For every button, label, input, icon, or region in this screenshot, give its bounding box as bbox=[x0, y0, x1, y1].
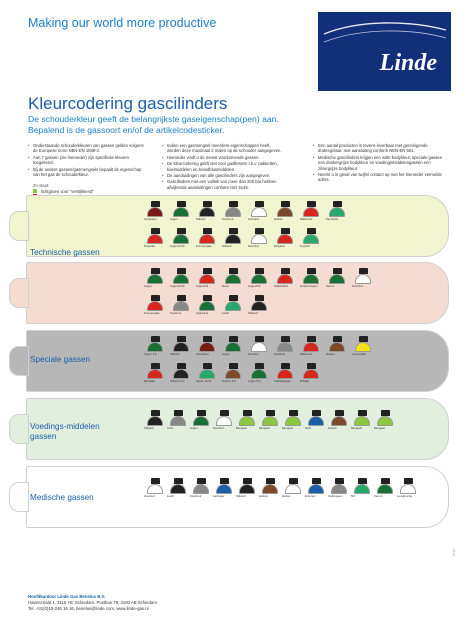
cylinder-label: Waterstof bbox=[300, 353, 313, 356]
gas-cylinder[interactable] bbox=[213, 478, 235, 498]
cylinder-label: Krypton bbox=[300, 245, 310, 248]
gas-cylinder[interactable] bbox=[144, 295, 166, 315]
gas-cylinder[interactable] bbox=[259, 410, 281, 430]
cylinder-shoulder bbox=[355, 342, 371, 352]
cylinder-label: Lucht bbox=[222, 312, 230, 315]
gas-cylinder[interactable] bbox=[196, 201, 218, 221]
cylinder-shoulder bbox=[147, 484, 163, 494]
col2-item: • Hieronder vindt u de meest voorkomende gassen. bbox=[162, 155, 282, 160]
cylinder-shoulder bbox=[170, 484, 186, 494]
cylinder-shoulder bbox=[251, 274, 267, 284]
gas-cylinder[interactable] bbox=[170, 295, 192, 315]
cylinder-label: Stikstof 5.0 bbox=[170, 380, 185, 383]
gas-cylinder[interactable] bbox=[352, 336, 374, 356]
cylinder-shoulder bbox=[262, 416, 278, 426]
footer bbox=[28, 594, 157, 611]
cylinder-label: Neon bbox=[222, 285, 229, 288]
cylinder-shoulder bbox=[377, 484, 393, 494]
col2-item: • Indien een gasmengsel meerdere eigenschappen heeft, worden deze maximaal 2 malen op de schouder aangegeven. bbox=[162, 143, 282, 154]
gas-cylinder[interactable] bbox=[213, 410, 235, 430]
cylinder-label: Xenon bbox=[326, 285, 335, 288]
cylinder-label: Zuurstof bbox=[352, 285, 363, 288]
cylinder-shoulder bbox=[331, 416, 347, 426]
cylinder-shoulder bbox=[225, 274, 241, 284]
cylinder-shoulder bbox=[251, 342, 267, 352]
cylinder-shoulder bbox=[173, 234, 189, 244]
gas-cylinder[interactable] bbox=[222, 363, 244, 383]
gas-cylinder[interactable] bbox=[248, 201, 270, 221]
linde-logo[interactable] bbox=[318, 12, 451, 91]
cylinder-shoulder bbox=[216, 484, 232, 494]
gas-cylinder[interactable] bbox=[248, 363, 270, 383]
cylinder-shoulder bbox=[147, 342, 163, 352]
gas-cylinder[interactable] bbox=[397, 478, 419, 498]
cylinder-label: Lachgas bbox=[213, 495, 224, 498]
cylinder-label: Mengsel bbox=[282, 427, 293, 430]
cylinder-shoulder bbox=[329, 342, 345, 352]
footer-company: Hoofdkantoor Linde Gas Benelux B.V. bbox=[28, 594, 106, 599]
cylinder-shoulder bbox=[251, 234, 267, 244]
cylinder-shoulder bbox=[147, 274, 163, 284]
gas-cylinder[interactable] bbox=[274, 228, 296, 248]
gas-cylinder[interactable] bbox=[170, 201, 192, 221]
cylinder-label: Koolzuur bbox=[170, 312, 182, 315]
tagline: Making our world more productive bbox=[28, 16, 217, 30]
cylinder-label: Xenon bbox=[374, 495, 383, 498]
cylinder-shoulder bbox=[170, 416, 186, 426]
gas-cylinder[interactable] bbox=[144, 363, 166, 383]
logo-text: Linde bbox=[379, 50, 437, 76]
cylinder-label: Mengsel bbox=[351, 427, 362, 430]
cylinder-label: Helium bbox=[259, 495, 268, 498]
cylinder-shoulder bbox=[239, 416, 255, 426]
cylinder-shoulder bbox=[331, 484, 347, 494]
cylinder-label: Argon/CO2 bbox=[170, 245, 185, 248]
gas-cylinder[interactable] bbox=[222, 295, 244, 315]
cylinder-shoulder bbox=[173, 301, 189, 311]
cylinder-label: Argon bbox=[222, 353, 230, 356]
gas-cylinder[interactable] bbox=[351, 410, 373, 430]
gas-cylinder[interactable] bbox=[328, 478, 350, 498]
cylinder-label: Ethyleen bbox=[274, 245, 286, 248]
gas-cylinder[interactable] bbox=[300, 228, 322, 248]
intro-column-2 bbox=[162, 143, 282, 191]
cylinder-label: Argon bbox=[170, 218, 178, 221]
cylinder-label: Stikstof bbox=[196, 218, 206, 221]
cylinder-shoulder bbox=[251, 369, 267, 379]
cylinder-label: Acetyleen bbox=[144, 218, 157, 221]
cylinder-label: Zuurstof bbox=[248, 218, 259, 221]
cylinder-label: NO bbox=[351, 495, 356, 498]
cylinder-neck bbox=[9, 482, 29, 512]
legend-label: lichtgroen voor "verstikkend" bbox=[41, 188, 94, 194]
gas-cylinder[interactable] bbox=[248, 295, 270, 315]
gas-cylinder[interactable] bbox=[144, 478, 166, 498]
col1-item: • Bij de andere gassen/gasmengsels bepaalt de eigenschap van het gas de schouderkleur. bbox=[28, 167, 146, 178]
col2-item: • De aanduidingen van alle gascilinders zijn aangegeven. bbox=[162, 173, 282, 178]
cylinder-shoulder bbox=[173, 342, 189, 352]
cylinder-shoulder bbox=[147, 234, 163, 244]
cylinder-shoulder bbox=[147, 301, 163, 311]
cylinder-shoulder bbox=[277, 234, 293, 244]
gas-cylinder[interactable] bbox=[352, 268, 374, 288]
cylinder-label: Helium bbox=[326, 353, 335, 356]
group-label: Voedings-middelen gassen bbox=[30, 422, 100, 441]
cylinder-label: Carbogeen bbox=[328, 495, 343, 498]
cylinder-label: Helium bbox=[274, 218, 283, 221]
gas-cylinder[interactable] bbox=[144, 410, 166, 430]
cylinder-label: Koolzuur bbox=[222, 218, 234, 221]
cylinder-label: Stikstof bbox=[236, 495, 246, 498]
gas-cylinder[interactable] bbox=[274, 268, 296, 288]
cylinder-shoulder bbox=[251, 301, 267, 311]
gas-cylinder[interactable] bbox=[282, 478, 304, 498]
cylinder-shoulder bbox=[225, 369, 241, 379]
cylinder-shoulder bbox=[199, 207, 215, 217]
gas-cylinder[interactable] bbox=[167, 478, 189, 498]
cylinder-shoulder bbox=[147, 207, 163, 217]
gas-cylinder[interactable] bbox=[248, 268, 270, 288]
cylinder-shoulder bbox=[193, 484, 209, 494]
cylinder-shoulder bbox=[285, 484, 301, 494]
cylinder-shoulder bbox=[277, 369, 293, 379]
gas-cylinder[interactable] bbox=[144, 336, 166, 356]
cylinder-shoulder bbox=[277, 207, 293, 217]
gas-cylinder[interactable] bbox=[144, 228, 166, 248]
gas-cylinder[interactable] bbox=[236, 410, 258, 430]
gas-cylinder[interactable] bbox=[190, 478, 212, 498]
page-subtitle: De schouderkleur geeft de belangrijkste gaseigenschap(pen) aan. Bepalend is de gassoort en/of de artikelcodesticker. bbox=[28, 114, 279, 135]
gas-cylinder[interactable] bbox=[167, 410, 189, 430]
gas-cylinder[interactable] bbox=[196, 336, 218, 356]
cylinder-label: Argon 5.0 bbox=[248, 380, 261, 383]
cylinder-label: Ammoniak bbox=[352, 353, 366, 356]
cylinder-shoulder bbox=[147, 416, 163, 426]
cylinder-shoulder bbox=[225, 301, 241, 311]
gas-cylinder[interactable] bbox=[374, 478, 396, 498]
cylinder-label: Perslucht bbox=[326, 218, 339, 221]
cylinder-label: Synth. lucht bbox=[196, 380, 212, 383]
cylinder-label: Mengsel bbox=[236, 427, 247, 430]
cylinder-label: Propaan bbox=[144, 245, 155, 248]
group-label: Technische gassen bbox=[30, 248, 100, 257]
group-label: Medische gassen bbox=[30, 493, 94, 502]
cylinder-label: Argon 4.6 bbox=[144, 353, 157, 356]
gas-cylinder[interactable] bbox=[274, 363, 296, 383]
gas-cylinder[interactable] bbox=[190, 410, 212, 430]
col2-item: • Gascilinders met een vullink van meer dan 200 bar hebben afwijkende aansluitingen conform ISO 5145. bbox=[162, 179, 282, 190]
cylinder-neck bbox=[9, 211, 29, 241]
cylinder-shoulder bbox=[377, 416, 393, 426]
cylinder-neck bbox=[9, 346, 29, 376]
cylinder-label: Helium bbox=[328, 427, 337, 430]
gas-cylinder[interactable] bbox=[170, 228, 192, 248]
cylinder-label: Mengsel bbox=[259, 427, 270, 430]
cylinder-label: Stikstof bbox=[144, 427, 154, 430]
cylinder-label: Zuurstof bbox=[248, 353, 259, 356]
cylinder-label: Heliox bbox=[282, 495, 291, 498]
cylinder-shoulder bbox=[225, 207, 241, 217]
gas-cylinder[interactable] bbox=[196, 295, 218, 315]
gas-cylinder[interactable] bbox=[248, 336, 270, 356]
cylinder-label: Stikstof bbox=[222, 245, 232, 248]
cylinder-label: Stikstof bbox=[170, 353, 180, 356]
legend-title: Zo staat: bbox=[33, 183, 50, 189]
cylinder-label: CO2 bbox=[167, 427, 173, 430]
gas-cylinder[interactable] bbox=[170, 363, 192, 383]
gas-cylinder[interactable] bbox=[259, 478, 281, 498]
cylinder-shoulder bbox=[147, 369, 163, 379]
cylinder-shoulder bbox=[329, 274, 345, 284]
gas-cylinder[interactable] bbox=[305, 410, 327, 430]
gas-cylinder[interactable] bbox=[236, 478, 258, 498]
cylinder-label: Waterstof bbox=[300, 218, 313, 221]
cylinder-shoulder bbox=[199, 274, 215, 284]
gas-cylinder[interactable] bbox=[326, 268, 348, 288]
cylinder-shoulder bbox=[173, 274, 189, 284]
cylinder-shoulder bbox=[303, 274, 319, 284]
cylinder-label: Formeergas bbox=[196, 245, 212, 248]
gas-cylinder[interactable] bbox=[248, 228, 270, 248]
cylinder-label: Zuurstof bbox=[144, 495, 155, 498]
cylinder-label: Acetyleen bbox=[196, 353, 209, 356]
cylinder-shoulder bbox=[199, 301, 215, 311]
cylinder-shoulder bbox=[199, 342, 215, 352]
col3-item: • Neemt u in geval van twijfel contact op met het hieronder vermelde adres. bbox=[313, 172, 443, 183]
cylinder-shoulder bbox=[303, 342, 319, 352]
footer-address: Havenstraat 1, 3115 HC Schiedam, Postbus 78, 3100 AB Schiedam bbox=[28, 599, 157, 605]
cylinder-shoulder bbox=[173, 207, 189, 217]
cylinder-neck bbox=[9, 414, 29, 444]
cylinder-label: Longfunctie bbox=[397, 495, 412, 498]
group-label: Speciale gassen bbox=[30, 355, 91, 364]
cylinder-label: Argon bbox=[144, 285, 152, 288]
cylinder-shoulder bbox=[199, 234, 215, 244]
cylinder-neck bbox=[9, 278, 29, 308]
gas-cylinder[interactable] bbox=[170, 336, 192, 356]
cylinder-shoulder bbox=[193, 416, 209, 426]
cylinder-shoulder bbox=[225, 234, 241, 244]
cylinder-label: Entonox bbox=[305, 495, 316, 498]
gas-cylinder[interactable] bbox=[170, 268, 192, 288]
cylinder-shoulder bbox=[251, 207, 267, 217]
gas-cylinder[interactable] bbox=[300, 336, 322, 356]
cylinder-shoulder bbox=[199, 369, 215, 379]
cylinder-shoulder bbox=[303, 207, 319, 217]
gas-cylinder[interactable] bbox=[196, 268, 218, 288]
intro-column-3 bbox=[313, 143, 443, 184]
cylinder-shoulder bbox=[216, 416, 232, 426]
cylinder-label: Methaan bbox=[144, 380, 156, 383]
cylinder-label: Mengsel bbox=[374, 427, 385, 430]
gas-cylinder[interactable] bbox=[300, 363, 322, 383]
gas-cylinder[interactable] bbox=[196, 228, 218, 248]
cylinder-shoulder bbox=[303, 234, 319, 244]
cylinder-label: Stikstof bbox=[248, 312, 258, 315]
col3-item: • Een aantal producten is tevens leverbaar met gereinigende drukregelaar, met aansluiting conform NEN-EN 561. bbox=[313, 143, 443, 154]
cylinder-shoulder bbox=[329, 207, 345, 217]
cylinder-shoulder bbox=[173, 369, 189, 379]
cylinder-shoulder bbox=[277, 342, 293, 352]
gas-cylinder[interactable] bbox=[144, 268, 166, 288]
col1-item: • Onderstaande schouderkleuren van gassen gelden volgens de Europese norm NEN-EN 1089-3. bbox=[28, 143, 146, 154]
gas-cylinder[interactable] bbox=[222, 228, 244, 248]
gas-cylinder[interactable] bbox=[222, 268, 244, 288]
cylinder-shoulder bbox=[239, 484, 255, 494]
gas-cylinder[interactable] bbox=[222, 336, 244, 356]
gas-cylinder[interactable] bbox=[374, 410, 396, 430]
gas-cylinder[interactable] bbox=[328, 410, 350, 430]
cylinder-label: Argon/CO2 bbox=[170, 285, 185, 288]
cylinder-label: Zuurstof bbox=[248, 245, 259, 248]
cylinder-shoulder bbox=[354, 484, 370, 494]
cylinder-shoulder bbox=[277, 274, 293, 284]
cylinder-shoulder bbox=[225, 342, 241, 352]
gas-cylinder[interactable] bbox=[300, 268, 322, 288]
cylinder-label: Kalibratiegas bbox=[274, 380, 291, 383]
cylinder-label: N2O bbox=[305, 427, 311, 430]
cylinder-shoulder bbox=[355, 274, 371, 284]
footer-contact[interactable]: Tel. +31(0)10-246 16 16, benelux@linde.com, www.linde-gas.nl bbox=[28, 605, 149, 611]
gas-cylinder[interactable] bbox=[351, 478, 373, 498]
document-code: 0710 bbox=[452, 549, 456, 556]
gas-cylinder[interactable] bbox=[222, 201, 244, 221]
cylinder-shoulder bbox=[354, 416, 370, 426]
cylinder-label: Koolzuur bbox=[274, 353, 286, 356]
cylinder-shoulder bbox=[303, 369, 319, 379]
col2-item: • De kleurcodering geldt niet voor gasflessen t.b.v. pakketten, koelmiddelen en brandblusmiddelen. bbox=[162, 161, 282, 172]
cylinder-label: Argon/H2 bbox=[196, 285, 209, 288]
cylinder-shoulder bbox=[400, 484, 416, 494]
gas-cylinder[interactable] bbox=[196, 363, 218, 383]
cylinder-label: Formeergas bbox=[144, 312, 160, 315]
cylinder-label: Ethaan bbox=[300, 380, 310, 383]
gas-cylinder[interactable] bbox=[274, 201, 296, 221]
cylinder-label: Argon/O2 bbox=[248, 285, 261, 288]
cylinder-label: Helium/Argon bbox=[300, 285, 318, 288]
cylinder-label: Koolzuur bbox=[190, 495, 202, 498]
gas-cylinder[interactable] bbox=[144, 201, 166, 221]
cylinder-label: Helium 5.0 bbox=[222, 380, 236, 383]
gas-cylinder[interactable] bbox=[326, 201, 348, 221]
gas-cylinder[interactable] bbox=[282, 410, 304, 430]
gas-cylinder[interactable] bbox=[326, 336, 348, 356]
gas-cylinder[interactable] bbox=[300, 201, 322, 221]
col3-item: • Medische gascilinders krijgen een witte bodykleur, speciale gassen een donkergrijze bodykleur en voedingsmiddelengassen een zilvergrijze bodykleur. bbox=[313, 155, 443, 171]
cylinder-label: Argon/He bbox=[196, 312, 209, 315]
cylinder-label: Stikstof/H2 bbox=[274, 285, 288, 288]
cylinder-label: Lucht bbox=[167, 495, 175, 498]
cylinder-shoulder bbox=[308, 484, 324, 494]
cylinder-label: Argon bbox=[190, 427, 198, 430]
cylinder-shoulder bbox=[262, 484, 278, 494]
cylinder-label: Zuurstof bbox=[213, 427, 224, 430]
col1-item: • Aan 7 gassen (zie hieronder) zijn specifieke kleuren toegekend. bbox=[28, 155, 146, 166]
gas-cylinder[interactable] bbox=[274, 336, 296, 356]
cylinder-shoulder bbox=[285, 416, 301, 426]
gas-cylinder[interactable] bbox=[305, 478, 327, 498]
page-title: Kleurcodering gascilinders bbox=[28, 94, 228, 113]
legend-swatch bbox=[33, 189, 37, 193]
cylinder-shoulder bbox=[308, 416, 324, 426]
